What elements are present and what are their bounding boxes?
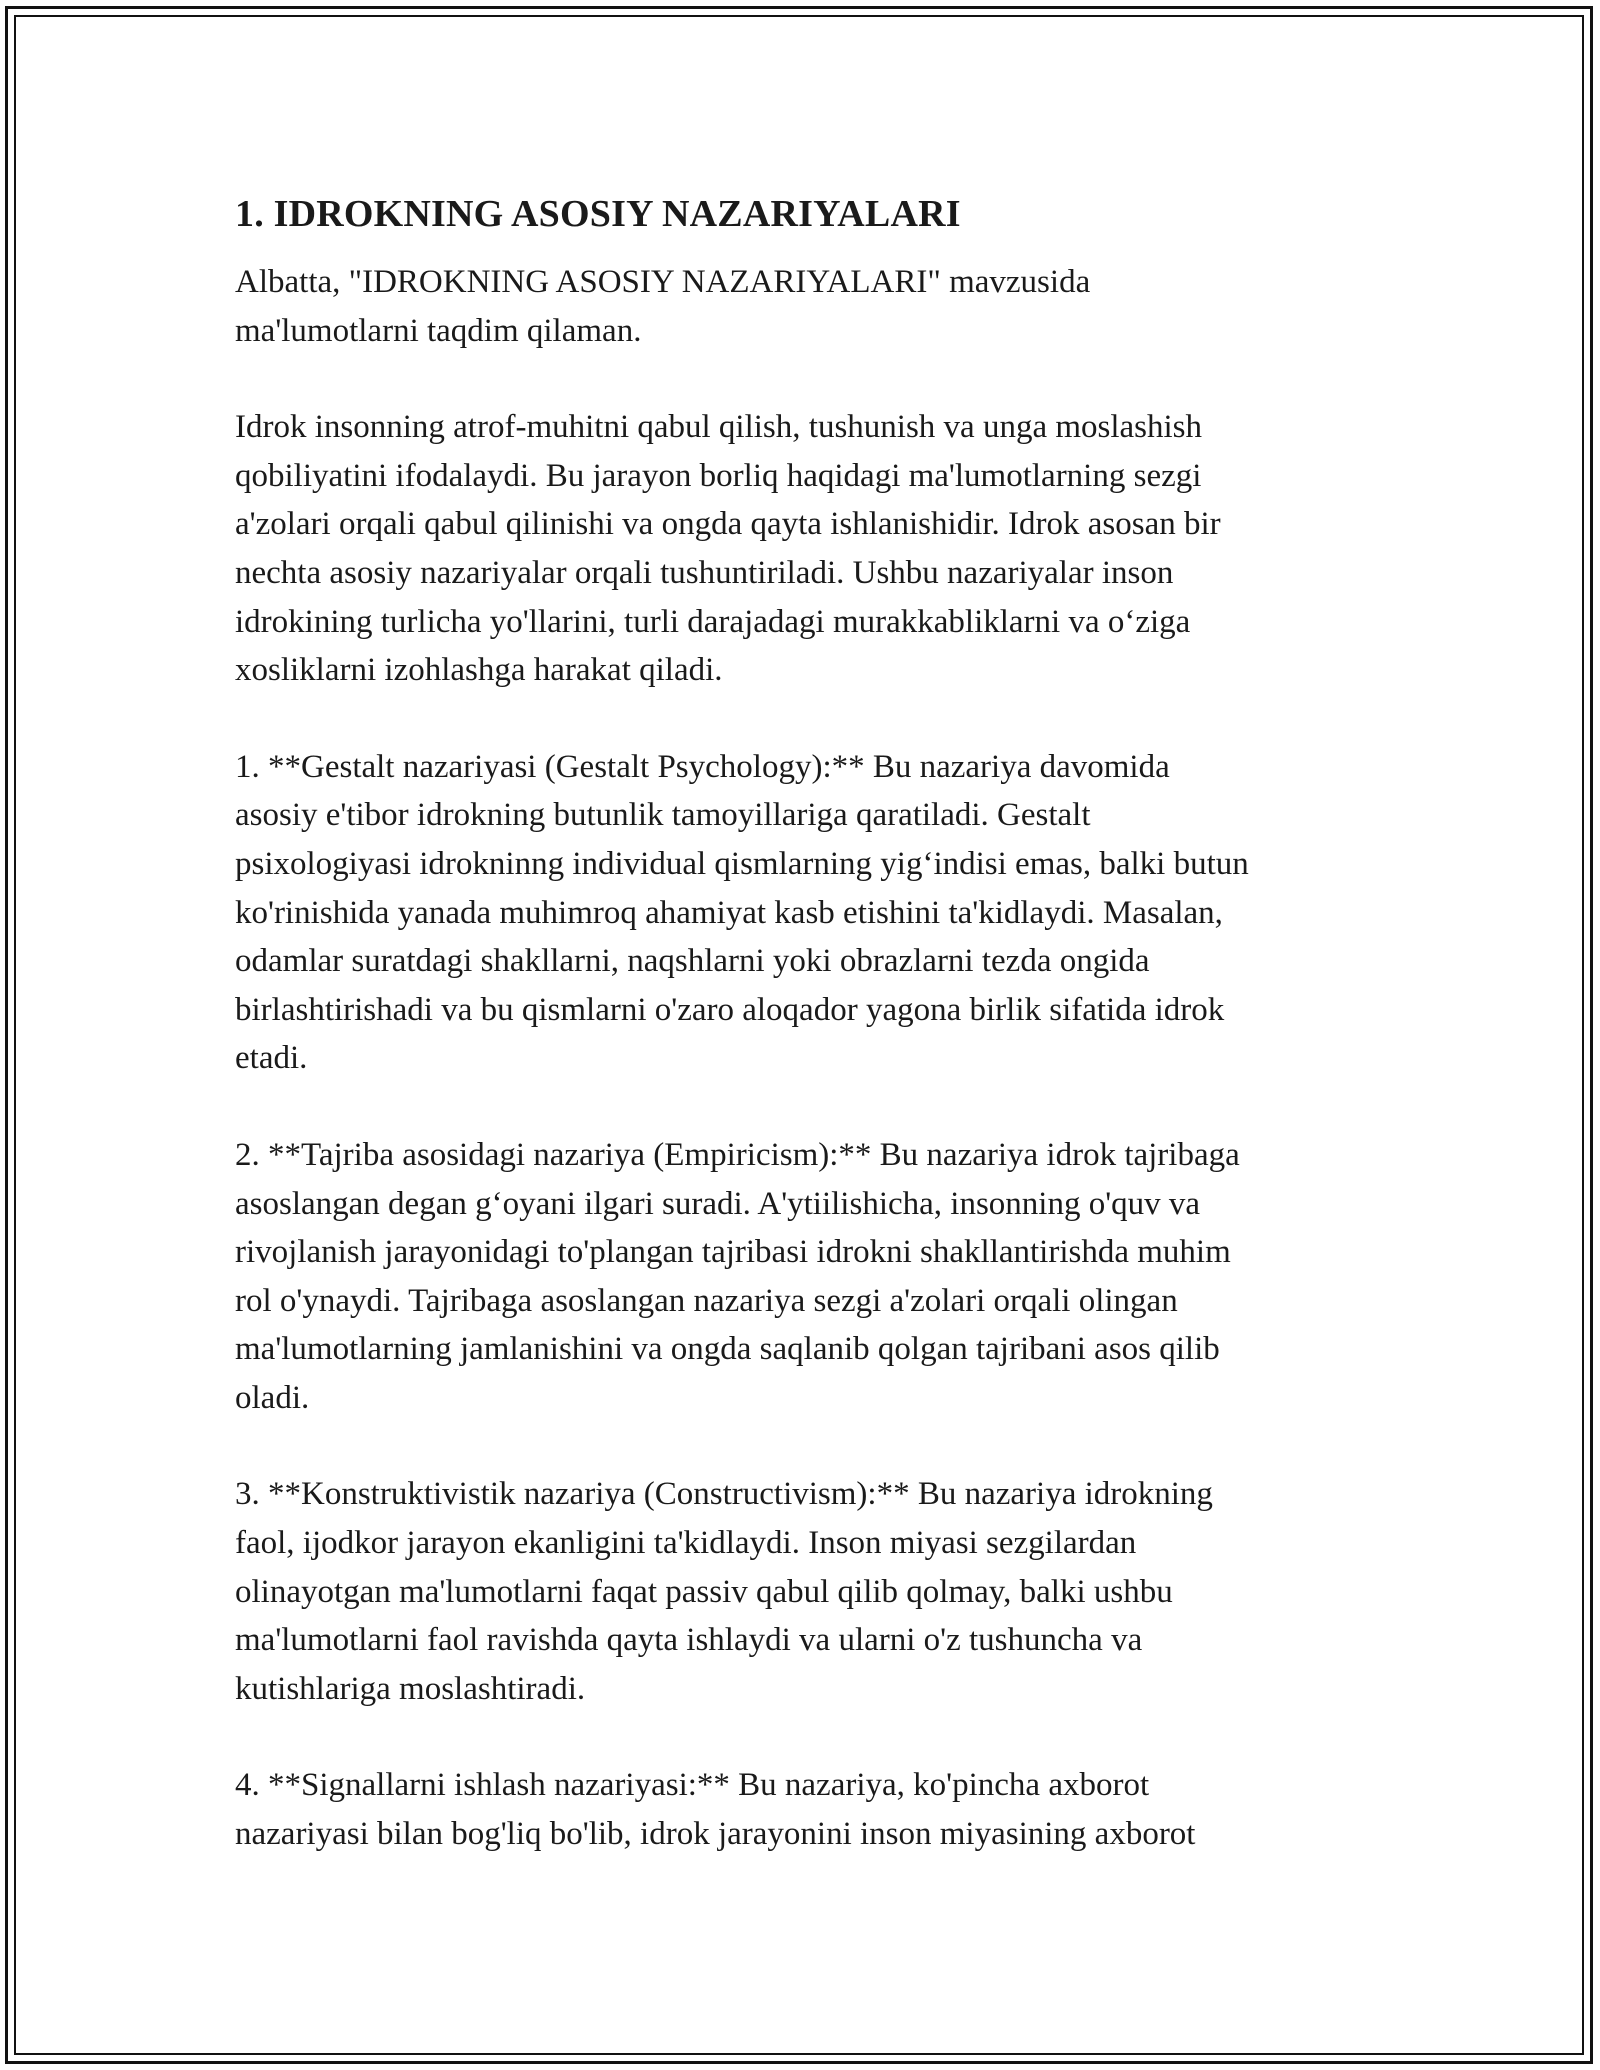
text-line: Idrok insonning atrof-muhitni qabul qilish, tushunish va unga moslashish bbox=[235, 409, 1203, 446]
text-line: psixologiyasi idrokninng individual qismlarning yig‘indisi emas, balki butun bbox=[235, 845, 1249, 882]
text-line: asoslangan degan g‘oyani ilgari suradi. A'ytiilishicha, insonning o'quv va bbox=[235, 1185, 1201, 1222]
text-line: nechta asosiy nazariyalar orqali tushuntiriladi. Ushbu nazariyalar inson bbox=[235, 554, 1174, 591]
text-line: 1. **Gestalt nazariyasi (Gestalt Psychology):** Bu nazariya davomida bbox=[235, 748, 1170, 785]
text-line: qobiliyatini ifodalaydi. Bu jarayon borliq haqidagi ma'lumotlarning sezgi bbox=[235, 457, 1202, 494]
text-line: rol o'ynaydi. Tajribaga asoslangan nazariya sezgi a'zolari orqali olingan bbox=[235, 1282, 1178, 1319]
text-line: Albatta, "IDROKNING ASOSIY NAZARIYALARI" mavzusida bbox=[235, 264, 1091, 300]
paragraph-intro bbox=[235, 258, 1365, 355]
text-line: a'zolari orqali qabul qilinishi va ongda qayta ishlanishidir. Idrok asosan bir bbox=[235, 506, 1221, 543]
text-line: ma'lumotlarni taqdim qilaman. bbox=[235, 312, 642, 349]
text-line: ma'lumotlarni faol ravishda qayta ishlaydi va ularni o'z tushuncha va bbox=[235, 1622, 1143, 1659]
text-line: odamlar suratdagi shakllarni, naqshlarni yoki obrazlarni tezda ongida bbox=[235, 943, 1150, 980]
text-line: asosiy e'tibor idrokning butunlik tamoyillariga qaratiladi. Gestalt bbox=[235, 797, 1091, 834]
paragraph-empiricism bbox=[235, 1131, 1365, 1423]
text-line: rivojlanish jarayonidagi to'plangan tajribasi idrokni shakllantirishda muhim bbox=[235, 1234, 1231, 1271]
text-line: ma'lumotlarning jamlanishini va ongda saqlanib qolgan tajribani asos qilib bbox=[235, 1331, 1220, 1368]
paragraph-constructivism bbox=[235, 1470, 1365, 1713]
text-line: 2. **Tajriba asosidagi nazariya (Empiricism):** Bu nazariya idrok tajribaga bbox=[235, 1136, 1240, 1173]
text-line: 3. **Konstruktivistik nazariya (Constructivism):** Bu nazariya idrokning bbox=[235, 1476, 1213, 1513]
text-line: faol, ijodkor jarayon ekanligini ta'kidlaydi. Inson miyasi sezgilardan bbox=[235, 1525, 1137, 1562]
text-line: etadi. bbox=[235, 1040, 308, 1077]
document-body bbox=[235, 190, 1365, 1907]
text-line: nazariyasi bilan bog'liq bo'lib, idrok jarayonini inson miyasining axborot bbox=[235, 1816, 1196, 1853]
text-line: idrokining turlicha yo'llarini, turli darajadagi murakkabliklarni va o‘ziga bbox=[235, 603, 1191, 640]
text-line: kutishlariga moslashtiradi. bbox=[235, 1670, 586, 1707]
text-line: xosliklarni izohlashga harakat qiladi. bbox=[235, 652, 723, 689]
text-line: ko'rinishida yanada muhimroq ahamiyat kasb etishini ta'kidlaydi. Masalan, bbox=[235, 894, 1223, 931]
text-line: oladi. bbox=[235, 1379, 310, 1416]
paragraph-signal-processing bbox=[235, 1761, 1365, 1858]
text-line: olinayotgan ma'lumotlarni faqat passiv qabul qilib qolmay, balki ushbu bbox=[235, 1573, 1173, 1610]
paragraph-gestalt bbox=[235, 743, 1365, 1083]
text-line: 4. **Signallarni ishlash nazariyasi:** Bu nazariya, ko'pincha axborot bbox=[235, 1767, 1150, 1804]
text-line: birlashtirishadi va bu qismlarni o'zaro aloqador yagona birlik sifatida idrok bbox=[235, 991, 1225, 1028]
paragraph-overview bbox=[235, 403, 1365, 695]
document-title: 1. IDROKNING ASOSIY NAZARIYALARI bbox=[235, 193, 961, 235]
